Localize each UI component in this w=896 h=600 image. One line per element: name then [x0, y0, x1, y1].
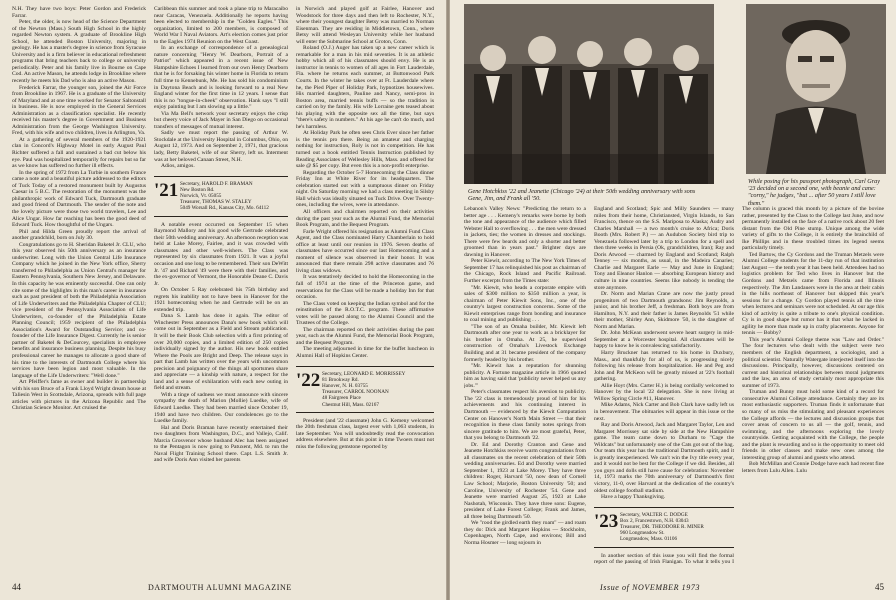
paragraph: Regarding the October 5-7 Homecoming the Class dinner Friday Inn at White River for its headquarters. The celebration started out with a sumptuous dinner on Friday night. On Saturday morning we had a class meeting in Silsby Hall which was ideally situated on Tuck Drive. Over Twenty-ones, including the wives, were in attendance. [296, 169, 434, 209]
portrait-illustration [746, 4, 886, 174]
class-year: '21 [154, 179, 179, 201]
address-line: New Boston Rd. [180, 186, 215, 193]
paragraph: On October 5 Ray celebrated his 75th birthday and regrets his inability not to have been in Hanover for the 1921 homecoming when he and Gertrude will be on an extended trip. [154, 287, 288, 313]
issue-footer: Issue of NOVEMBER 1973 [600, 583, 701, 592]
paragraph: All officers and chairmen reported on their activities during the past year such as the Alumni Fund, the Memorial Book Program, and the Bequest Program. [296, 208, 434, 229]
paragraph: Phil and Hilda Green proudly report the arrival of another grandchild, born on July 30. [12, 228, 146, 242]
paragraph: We "rood the girdled earth they roam" — and roam they do: Dick and Margaret Hopkins — Stockholm, Copenhagen, North Cape, and environs; Bill and Norma Hosmer — long sojourn in [464, 520, 586, 546]
paragraph: England and Scotland; Spic and Milly Saunders — many miles from their home, Christiansted, Virgin Islands, to San Francisco, thence on the S.S. Mariposa to Alaska; Audry and Charles Marshall — a two month's cruise to Africa; Doris Booth (Mrs. Robert P.) — an Audubon Society bird trip to Venezuela followed later by a trip to London for a spell and then three weeks in Persia (Ok, grandchildren, Iran); Ray and Doris Atwood — charmed by England and Scotland; Ralph Tenney — six months, as usual, in the Madeira Canaries; Charlie and Margaret Earle — May and June in England; Tony and Eleanor Hanlon — absorbing European history and culture in nine countries. Seems like nobody is tending the store anymore. [594, 206, 734, 291]
paragraph: A notable event occurred on September 15 when Raymond Mallory and his good wife Gertrude celebrated their 50th wedding anniversary. An afternoon reception was held at Lake Morey, Fairlee, and it was crowded with classmates and other well-wishers. The Class was represented by six classmates from 1921. It was a joyful occasion and one long to be remembered. Their son DeWitt Jr. '47 and Richard '49 were there with their families, and the ex-governor of Vermont, the Honorable Deane C. Davis Jr. [154, 221, 288, 287]
paragraph: President (and '22 classmate) John G. Kemeny welcomed the 20th freshman class, largest ever with 1,063 students, in late September. You will undoubtedly read the convocation address elsewhere. But at this point in time Twoers must not miss the following gemstone reported by [296, 417, 434, 450]
paragraph: "Mr. Kiewit, who heads a corporate empire with sales of $300 million to $350 million a year, is chairman of Peter Kiewit Sons, Inc., one of the country's largest construction concerns. Some of the Kiewit enterprises range from bonding and insurance to coal mining and publishing . . . [464, 284, 586, 324]
paragraph: Dana S. Lamb has done it again. The editor of Winchester Press announces Dana's new book which will come out in September as a Field and Stream publication. It will be their Book Club selection with a first printing of over 20,000 copies, and a limited edition of 250 copies individually signed by the author. His new book entitled Where the Pools are Bright and Deep. The release says in part that Lamb has written over the years with uncommon precision and poignancy of the things all sportsmen share and appreciate — a kinship with nature, a respect for the land and a sense of exhilaration with each new outing in field and stream. [154, 313, 288, 392]
paragraph: Farle Wright offered his resignation as Alumni Fund Class Agent, and the Class nominated Harry Chamberlain to hold office at least until our reunion in 1976. Seven deaths of classmates have occurred since our last Homecoming and a moment of silence was observed in their honor. It was announced that there remain 298 active classmates and 76 living class widows. [296, 228, 434, 274]
treasurer-line: Treasurer, THOMAS W. STALEY [180, 199, 252, 206]
class-year: '22 [296, 369, 321, 391]
class-contact [180, 181, 269, 212]
address-line: Hanover, N. H. 03755 [322, 382, 368, 389]
paragraph: Dr. John McKean underwent severe heart surgery in mid-September at a Worcester hospital. All classmates will be happy to know he is convalescing satisfactorily. [594, 330, 734, 350]
paragraph: Ted Bartow, the Cy Gordons and the Truman Metzels were Alumni College students for the 11-day run of that institution last August — the tenth year it has been held. Attendees had no logistics problem for Ted who lives in Hanover but the Gordons and Metzels came from Florida and Illinois respectively. The Jim Landauers were in the area at their cabin in the hills northeast of Hanover but skipped this year's sessions for a change. Cy Gordon played tennis all the time when lectures and seminars were not scheduled. At our age this kind of activity is quite a tribute to one's physical condition. Cy is in good shape but rumor has it that what he lacked in agility he more than made up in crafty placements. Anyone for tennis — Bobby? [742, 251, 884, 337]
address-line: 48 Fairgreen Place [322, 395, 361, 402]
class-22-header [296, 366, 434, 413]
class-contact [322, 371, 405, 408]
right-col-3 [742, 206, 884, 566]
paragraph: Art Pfeiffer's fame as owner and builder in partnership with his son Bruce of a Frank Lloyd Wright dream house at Taliesin West in Scottsdale, Arizona, spreads with full page articles with pictures in the Arizona Republic and The Christian Science Monitor. Art cruised the [12, 379, 146, 412]
right-page [450, 0, 896, 600]
left-col-1 [12, 6, 146, 566]
paragraph: Frederick Farrar, the younger son, joined the Air Force from Brookline in 1967. He is a graduate of the University of Maryland and at one time worked for Senator Saltonstall in business. He is now employed in the General Services Administration as a classification specialist. He recently received his master's degree in Government and Business Administration from the George Washington University. Fred, with his wife and two children, lives in Arlington, Va. [12, 84, 146, 137]
class-21-header [154, 176, 288, 217]
secretary-line: Secretary, LEONARD E. MORRISSEY [322, 370, 406, 377]
paragraph: "The son of an Omaha builder, Mr. Kiewit left Dartmouth after one year to work as a bricklayer for his brother in Omaha. At 25, he supervised construction of Omaha's Livestock Exchange Building and at 31 became president of the company formerly headed by his brother. [464, 323, 586, 363]
paragraph: Mike Adams, Nick Carter and Bob Clark have sadly left us in bereavement. The obituaries will appear in this issue or the next. [594, 402, 734, 422]
right-col-1 [464, 206, 586, 566]
paragraph: Via Ma Bell's network your secretary enjoys the crisp but cheery voice of Jack Mayer in San Diego on occasional transfers of messages of mutual interest. [154, 110, 288, 130]
paragraph: Roland (O.J.) Auger has taken up a new career which is remarkable for a man in his mid seventies. It is an athletic hobby which all of his classmates should envy. He is an instructor in tennis to women of all ages in Fort Lauderdale, Fla. where he returns each summer, at Buttonwood Park Courts. In the winter he takes over at Ft. Lauderdale where he, the Pied Piper of Holiday Park, hypnotizes housewives. His married daughters, Pauline and Nancy, semi-pros in Boston area, married tennis buffs — so the tradition is carried on by the family. His wife Lorraine gets teased about his playing with the opposite sex all the time, but says "there's safety in numbers." At his age he can't do much, and he's harmless. [296, 45, 434, 130]
class-year: '23 [594, 510, 619, 532]
paragraph: The chairman reported on their activities during the past year, such as the Alumni Fund, the Memorial Book Program, and the Bequest Program. [296, 326, 434, 346]
left-page [0, 0, 446, 600]
paragraph: Peter, the older, is now head of the Science Department of the Newton (Mass.) South High School in the highly regarded Newton system. A graduate of Brookline High School, he attended Boston University, majoring in geology. He has a master's degree in science from Syracuse University and is a firm believer in educational refreshment programs that bring teachers back to college or university periodically. Peter and his family live in Bourne on Cape Cod. An active Mason, he attends lodge in Brookline where recently he meets his Dad who is also an active Mason. [12, 19, 146, 85]
paragraph: It was tentatively decided to hold the Homecoming in the fall of 1974 at the time of the Princeton game, and reservations for the Class will be made a holiday Inn for that occasion. [296, 274, 434, 301]
paragraph: Dr. Ed and Dorothy Cranton and Gene and Jeanette Hotchkiss receive warm congratulations from all classmates on the recent celebration of their 50th wedding anniversaries. Ed and Dorothy were married September 1, 1923 at Lake Morey. They have three children: Roger, Harvard '50, now dean of Cornell Law School; Marjorie, Boston University '50; and Caroline, University of Rochester '54. Gene and Jeanette were married August 25, 1923 at Lake Nashotah, Wisconsin. They have three sons: Eugene, president of Lake Forest College; Frank and James, all three being Dartmouth '50. [464, 441, 586, 520]
secretary-line: Secretary, WALTER C. DODGE [620, 511, 688, 518]
paragraph: Ray and Doris Atwood, Jack and Margaret Taylor, Len and Margaret Morrissey sat side by side at the New Hampshire game. The team came down to Durham to "Cage the Wildcats" but unfortunately one of the Cats got out of the bag. Our team this year has the traditional Dartmouth spirit, and it is greatly inexperienced. We can't win the Ivy title every year, and it would not be best for the College if we did. Besides, all you guys and dolls still have cause for celebration: November 14, 1973 marks the 70th anniversary of Dartmouth's first victory, 11-0, over Harvard at the dedication of the country's oldest college football stadium. [594, 422, 734, 494]
paragraph: Congratulations go to H. Sheridan Baketel Jr. CLU, who this year observed his 50th anniversary as an insurance underwriter. Long with the Union Central Life Insurance Company which he joined in the New York office, Sherry transferred to Philadelphia as Union Central's manager for Eastern Pennsylvania, Southern New Jersey, and Delaware. In this capacity he was eminently successful. One can only cite some of the highlights in this man's career in insurance such as past president of both the Philadelphia Association of Life Underwriters and the Philadelphia Chapter of CLU; vice president of the Pennsylvania Association of Life Underwriters, co-founder of the Philadelphia Estate Planning Council; 1959 recipient of the Philadelphia Association's Award for Outstanding Service; and co-founder of the Life Insurance Digest. Currently he is senior partner of Baketel & DeCourcey, specialists in employee benefits and insurance business planning. Despite his busy professional career he manages to allocate a good share of his time to the interests of Dartmouth College where his services have been legion and most valuable. In the language of the Life Underwriters: "Well done." [12, 241, 146, 379]
paragraph: "Mr. Kiewit has a reputation for shunning publicity. A Fortune magazine article in 1966 quoted him as having said that 'publicity never helped us any jobs.'" [464, 363, 586, 389]
paragraph: Bob McMillan and Connie Dodge have each had recent fine letters from Lulu Allen. Lulu [742, 461, 884, 474]
address-line: 960 Longmeadow St. [620, 530, 665, 537]
paragraph: Truman and Bunny must hold some kind of a record for consecutive Alumni College attendance. Certainly they are its most enthusiastic supporters. Truman finds it unfortunate that so many of us miss the stimulating and pleasant experiences the College affords — the lectures and discussion groups that cover areas of concern to us all — the golf, tennis, and swimming, and the afternoons exploring the lovely countryside. Getting acquainted with the College, the people and the plant is rewarding and so is the opportunity to meet old friends in other classes and make new ones among the interesting group of alumni and guests who attend. [742, 389, 884, 461]
left-col-2 [154, 6, 288, 566]
address-line: Box 2, Francestown, N.H. 03043 [620, 517, 689, 524]
address-line: Chestnut Hill, Mass. 02167 [322, 401, 379, 408]
paragraph: Harry Bruckner has returned to his home in Duxbury, Mass., and thankfully for all of us, is progressing nicely following his release from hospitalization. He and Peg and John and Pat McKeon will be greatly missed at '22's football gathering. [594, 350, 734, 383]
paragraph: At Holiday Park he often sees Chris Ever since her father is the tennis pro there. Being an amateur and charging nothing for instruction, Roly is not in competition. He has turned out a book entitled Tennis Instruction published by Reading Associates of Wellesley Hills, Mass. and offered for sale @ $5 per copy. But even this is a non-profit enterprise. [296, 130, 434, 170]
secretary-line: Secretary, HAROLD F. BRAMAN [180, 180, 253, 187]
paragraph: The meeting adjourned in time for the buffet luncheon in Alumni Hall of Hopkins Center. [296, 346, 434, 359]
treasurer-line: Treasurer, CARROL NOONAN [322, 389, 389, 396]
paragraph: The Class voted on keeping the Indian symbol and for the reinstitution of the R.O.T.C. program. These affirmative votes will be passed along to the Alumni Council and the Trustees of the College. [296, 300, 434, 327]
paragraph: At a gathering of several members of the 1920-1921 clan in Concord's Highway Motel in early August Paul Richter suffered a fall and sustained a bad cut below his eye. Paul was hospitalized temporarily for repairs but so far as we know has suffered no further ill effects. [12, 136, 146, 170]
address-line: Norwich, Vt. 05055 [180, 193, 222, 200]
paragraph: This year's Alumni College theme was "Law and Order." The four lecturers who dealt with the subject were two members of the English department, a sociologist, and a political scientist. Naturally Watergate interjected itself into the discussions. Principally, however, discussions centered on current and historical relationships between moral judgments and the law, an area of study certainly most appropriate this summer of 1973. [742, 336, 884, 389]
paragraph: Have a happy Thanksgiving. [601, 494, 666, 501]
magazine-footer: DARTMOUTH ALUMNI MAGAZINE [148, 583, 292, 592]
paragraph: Peter Kiewit, according to The New York Times of September 17 has relinquished his post as chairman of the Chicago, Rock Island and Pacific Railroad. Further excerpts from the Times state: [464, 258, 586, 285]
portrait-caption: While posing for his passport photograph, Carl Gray '23 decided on a second one, with beanie and cane: "corny," he judges, "but ... after 50 years I still love them." [748, 178, 881, 207]
left-col-3 [296, 6, 434, 566]
paragraph: Allie Hoyt (Mrs. Carter H.) is being cordially welcomed to Hanover by the local '22 delegation. She is now living at Willow Spring Circle #11, Hanover. [594, 382, 734, 402]
paragraph: In an exchange of correspondence of a genealogical nature concerning "Henry W. Dearborn, Portrait of a Patriot" which appeared in a recent issue of New Hampshire Echoes I learned from our own Henry Dearborn that he is for forsaking his winter home in Florida to return full time to Kennebunk, Me. He has sold his condominium in Daytona Beach and is looking forward to a real New England winter for the first time in 12 years. I sense that this is no "tongue-in-cheek" observation. Hank says "I still enjoy painting but I am slowing up a little." [154, 45, 288, 111]
paragraph: Caribbean this summer and took a plane trip to Maracaibo near Caracas, Venezuela. Additionally he reports having been elected to membership in the "Golden Eagles." This organization, limited to 200 members, is composed of World War I Naval Aviators. Art's election comes just prior to the Eagles 1974 Reunion on the West Coast. [154, 6, 288, 45]
paragraph: Lebanon's Valley News: "Predicting the return to a better age . . . Kemeny's remarks were borne by both the tone and appearance of the audience which filled Webster Hall to overflowing . . . the men were dressed in jackets, ties; the women in dresses and stockings. There were few beards and only a shorter and better groomed than in years past." Brighter days are dawning in Hanover. [464, 206, 586, 258]
paragraph: Peter's classmates respect his aversion to publicity. The '22 class is tremendously proud of him for his achievements and his continuing interest in Dartmouth — evidenced by the Kiewit Computation Center on Hanover's North Main Street — that their recognition in these class family notes springs from sincere gratitude to him. We are most grateful, Peter, that you belong to Dartmouth '22. [464, 389, 586, 442]
paragraph: Dr. Norm and Marian Crane are now the justly proud progenitors of two Dartmouth grandsons: Jim Reynolds, a junior, and his brother Jeff, a freshman. Both boys are from Hamilton, N.Y. and their father is James Reynolds '51 while their mother, Shirley Ann, Skidmore '50, is the daughter of Norm and Marian. [594, 291, 734, 330]
anniversary-photo-caption: Gene Hotchkiss '22 and Jeanette (Chicago '24) at their 50th wedding anniversary with sons Gene, Jim, and Frank all '50. [468, 188, 696, 203]
page-number: 45 [875, 582, 884, 592]
page-number: 44 [12, 582, 21, 592]
portrait-photo [746, 4, 886, 174]
paragraph: in Norwich and played golf at Fairlee, Hanover and Woodstock for three days and then left to Rochester, N.Y., where their youngest daughter Betsy was married to Norman Eisenman. They are residing in Middletown, Conn., where Betsy will attend Wesleyan University while her husband will enter the Submarine School at Groton, Conn. [296, 6, 434, 45]
paragraph: In another section of this issue you will find the formal report of the passing of Irish Flanigan. To what it tells you I [594, 552, 734, 566]
paragraph: In the spring of 1972 from La Turbie in southern France came a note and a beautiful picture addressed to the editors of Tuck Today of a restored monument built by Augustus Caesar in 5 B.C. The restoration of the monument was the philanthropic work of Edward Tuck, Dartmouth graduate and good friend of Dartmouth. The sender of the note and the lovely picture were those two world travelers, Lee and Alice Ungar. How far reaching has been the good deed of Edward Tuck. How thoughtful of the Ungars. [12, 169, 146, 229]
address-line: 81 Brookway Rd. [322, 376, 359, 383]
paragraph: Adios, amigos. [161, 163, 195, 170]
address-line: Longmeadow, Mass. 01106 [620, 536, 678, 543]
address-line: 5049 Worsall Rd., Kansas City, Mo. 64112 [180, 205, 269, 212]
paragraph: Hal and Doris Braman have recently entertained their two daughters from Washington, D.C., and Vallejo, Calif. Marcia Grosvenor whose husband Alec has been assigned to the Pentagon is now going to Patuxent, Md. to run the Naval Flight Training School there. Capt. L.S. Smith Jr. and wife Doris Ann visited her parents [154, 424, 288, 464]
paragraph: Sadly we must report the passing of Arthur W. Stockdale at the University Hospital in Columbus, Ohio, on August 12, 1973. And on September 2, 1971, that gracious lady, Betty Baketel, wife of our Sherry, left us. Interment was at her beloved Canaan Street, N.H. [154, 130, 288, 163]
paragraph: N.H. They have two boys: Peter Gordon and Frederick Farrar. [12, 6, 146, 19]
class-contact [620, 512, 704, 543]
paragraph: The column is graced this month by a picture of the bovine rather, presented by the Class to the College last June, and now permanently installed on the face of a native rock about 20 feet distant from the Old Pine stump. Unique among the wide variety of gifts to the College, it is entirely the brainchild of Ike Phillips and in these troubled times its legend seems particularly timely. [742, 206, 884, 252]
treasurer-line: Treasurer, DR. THEODORE R. MINER [620, 524, 704, 531]
right-col-2-body [594, 206, 734, 566]
paragraph: With a tinge of sadness we must announce with sincere sympathy the death of Marion (Mollie) Luedke, wife of Edward Luedke. They had been married since October 19, 1940 and have two children. Our condolences go to the Luedke family. [154, 391, 288, 425]
class-23-header [594, 507, 734, 548]
